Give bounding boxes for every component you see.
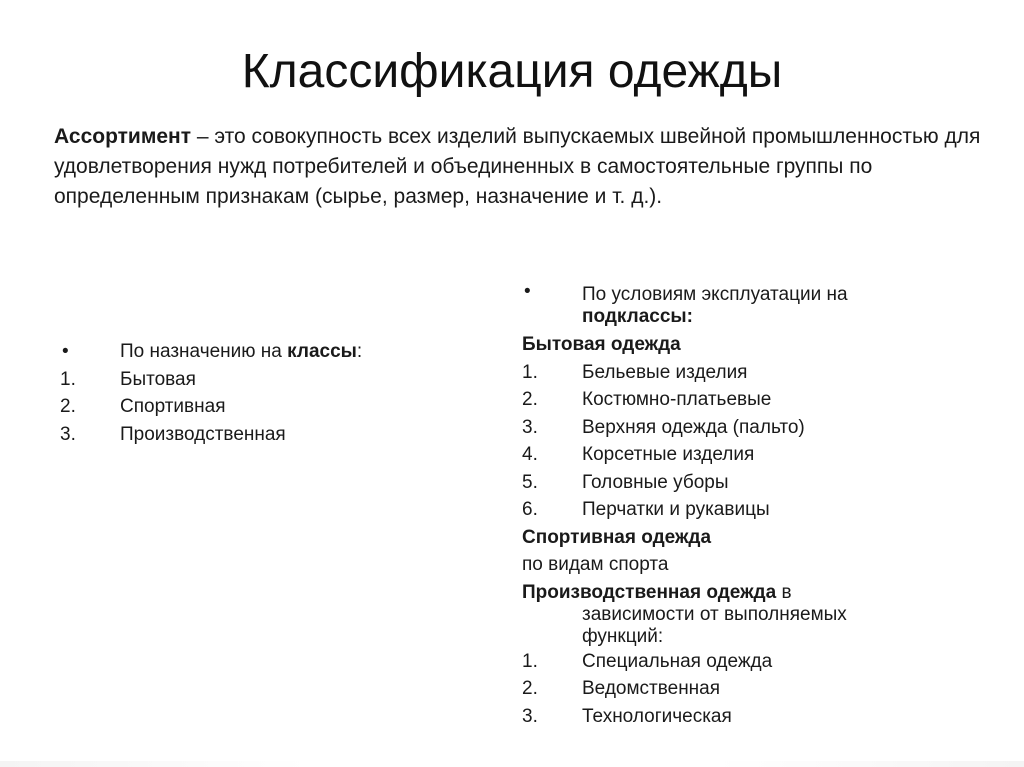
industrial-heading-block [522,579,942,648]
list-label: Верхняя одежда (пальто) [582,416,805,438]
list-number: 1. [522,361,538,383]
right-intro-bold: подклассы: [582,306,693,327]
list-label: Перчатки и рукавицы [582,499,770,520]
list-number: 2. [522,678,538,699]
sport-heading: Спортивная одежда [522,526,712,548]
list-item [522,469,942,497]
list-item [60,366,460,394]
bullet-marker: • [524,281,531,302]
household-heading: Бытовая одежда [522,334,681,355]
industrial-heading: Производственная одежда [522,581,777,603]
list-item [60,393,460,421]
list-label: Ведомственная [582,678,721,699]
list-number: 3. [522,416,538,438]
list-number: 4. [522,444,538,465]
industrial-continuation-1: зависимости от выполняемых [582,603,847,625]
left-column [60,338,460,448]
list-number: 6. [522,499,538,520]
list-label: Бытовая [120,368,196,390]
sport-note: по видам спорта [522,554,669,575]
list-label: Технологическая [582,705,732,727]
list-item [522,359,942,387]
list-number: 1. [522,650,538,672]
right-column [522,281,942,730]
definition-paragraph [54,122,984,212]
left-intro-suffix: : [356,341,363,362]
list-number: 3. [522,705,538,727]
list-item [522,703,942,731]
list-number: 2. [522,389,538,410]
list-item [522,386,942,414]
list-number: 1. [60,368,76,390]
left-intro [60,338,460,366]
list-item [522,675,942,703]
list-label: Бельевые изделия [582,361,748,383]
list-number: 5. [522,471,538,493]
list-label: Головные уборы [582,471,729,493]
list-item [522,648,942,676]
bottom-edge-shade [0,761,1024,767]
list-item [522,496,942,524]
right-intro-prefix: По условиям эксплуатации на [582,284,848,305]
list-label: Производственная [120,423,286,445]
list-label: Костюмно-платьевые [582,389,772,410]
industrial-heading-tail: в [776,581,792,603]
definition-text: – это совокупность всех изделий выпускаемых швейной промышленностью для удовлетворения нужд потребителей и объединенных в самостоятельные группы по определенным признакам (сырье, размер, назначение и т. д.). [54,125,981,208]
list-number: 2. [60,396,76,417]
list-item [522,441,942,469]
list-item [60,421,460,449]
list-label: Спортивная [120,396,226,417]
list-label: Корсетные изделия [582,444,755,465]
definition-term: Ассортимент [54,125,192,148]
industrial-continuation-2: функций: [582,625,664,647]
left-intro-prefix: По назначению на [120,341,288,362]
right-intro [522,281,942,331]
list-item [522,414,942,442]
bullet-marker: • [62,341,69,362]
left-intro-bold: классы [287,341,357,362]
list-label: Специальная одежда [582,650,773,672]
slide-title: Классификация одежды [241,45,783,98]
list-number: 3. [60,423,76,445]
